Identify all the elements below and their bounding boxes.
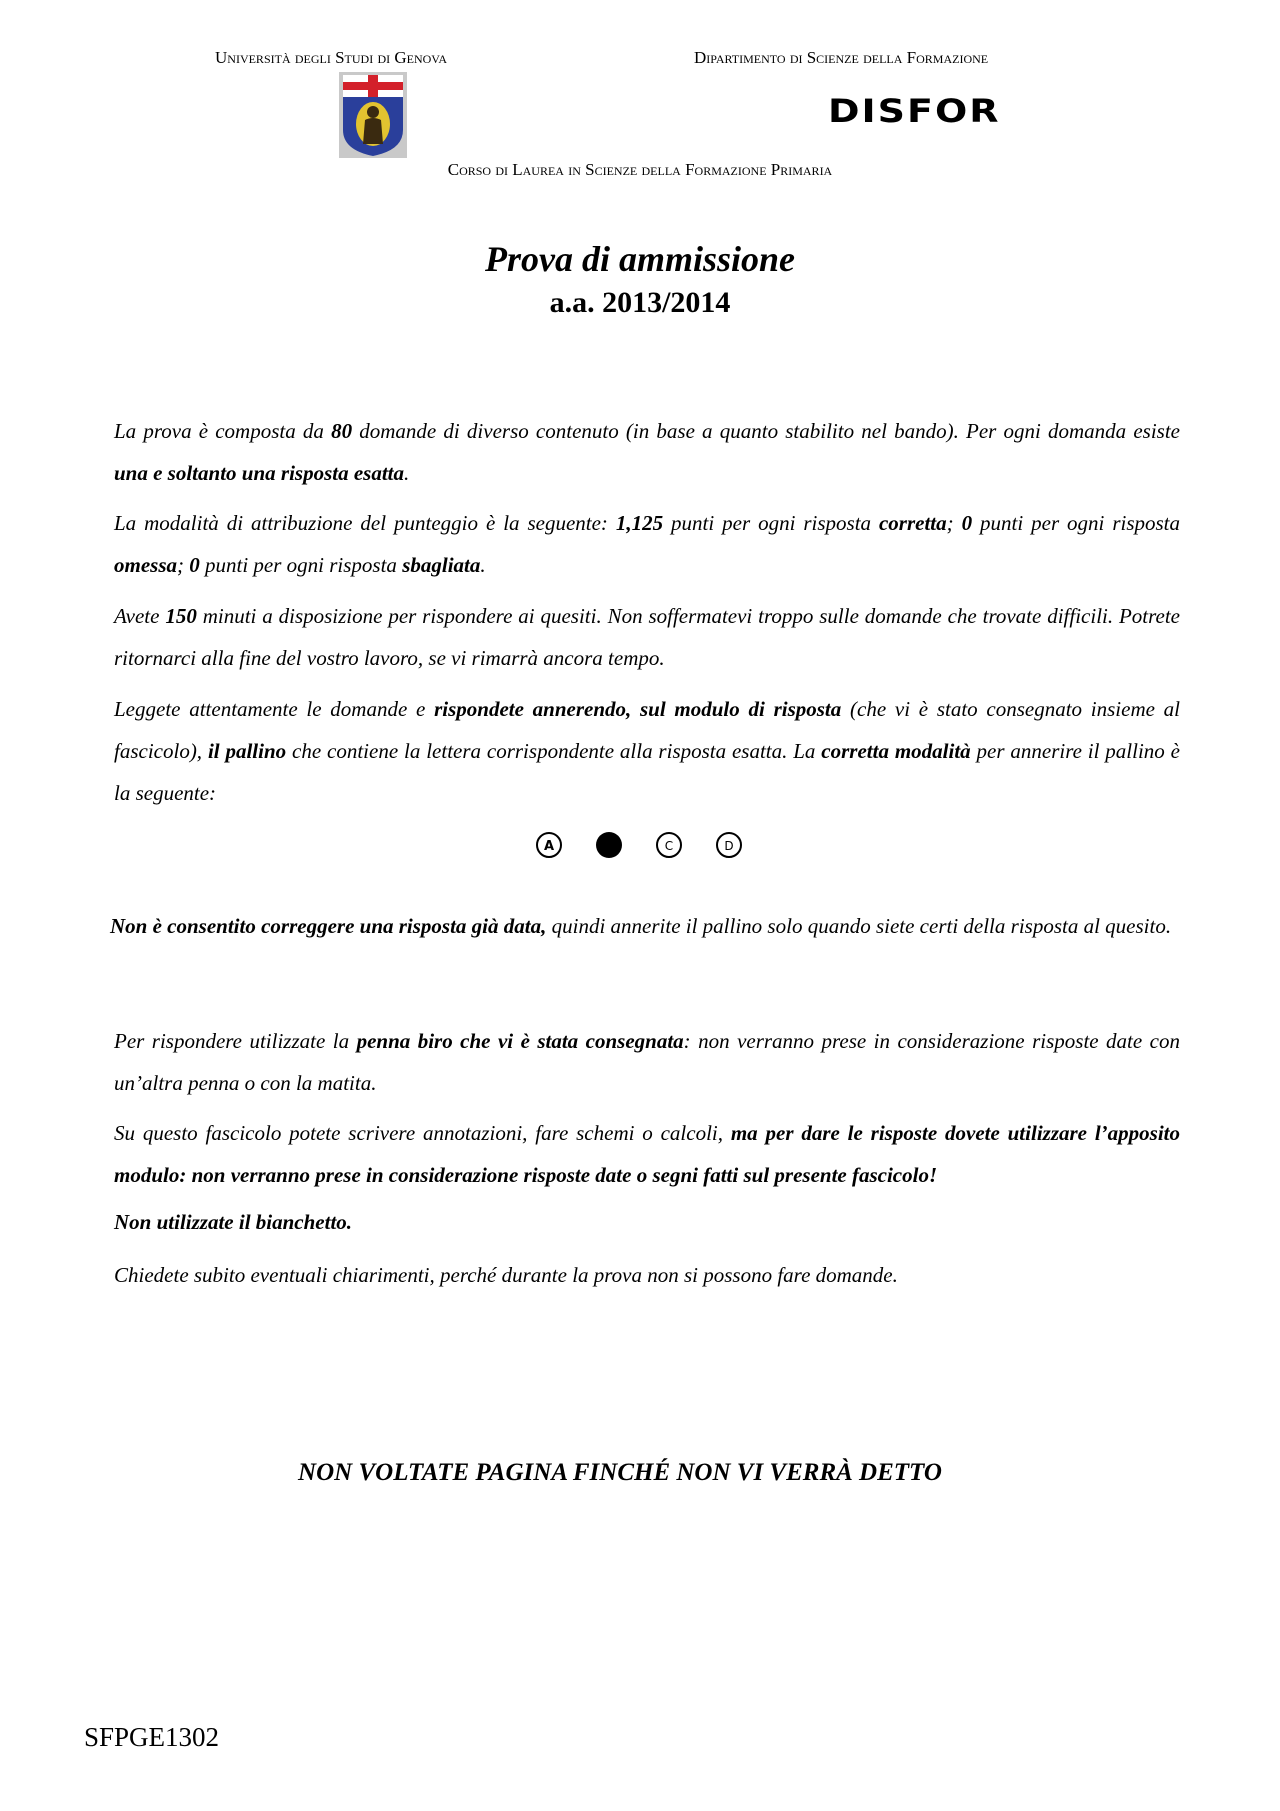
svg-text:A: A (543, 839, 555, 854)
university-name: Università degli Studi di Genova (215, 48, 448, 67)
crest-shield-icon (339, 72, 407, 158)
document-code: SFPGE1302 (84, 1722, 220, 1752)
department-name: Dipartimento di Scienze della Formazione (694, 48, 989, 67)
svg-text:D: D (724, 839, 734, 853)
svg-text:C: C (664, 839, 674, 853)
paragraph-no-correction: Non è consentito correggere una risposta già data, quindi annerite il pallino solo quando siete certi della risposta al quesito. (110, 914, 1172, 938)
paragraph-whiteout: Non utilizzate il bianchetto. (114, 1210, 353, 1234)
do-not-turn-notice: NON VOLTATE PAGINA FINCHÉ NON VI VERRÀ DETTO (298, 1459, 942, 1486)
paragraph-instructions: Leggete attentamente le domande e rispondete annerendo, sul modulo di risposta (che vi è stato consegnato insieme al fascicolo), il pallino che contiene la lettera corrispondente alla risposta esatta. La corretta modalità per annerire il pallino è la seguente: (114, 697, 1180, 805)
paragraph-scoring: La modalità di attribuzione del punteggio è la seguente: 1,125 punti per ogni risposta corretta; 0 punti per ogni risposta omessa; 0 punti per ogni risposta sbagliata. (114, 511, 1181, 577)
university-crest (339, 72, 407, 158)
bubble-d (717, 833, 741, 857)
paragraph-questions-ask: Chiedete subito eventuali chiarimenti, perché durante la prova non si possono fare domande. (114, 1263, 898, 1287)
bubble-b-filled (596, 832, 622, 858)
svg-text:DISFOR: DISFOR (828, 92, 1001, 131)
paragraph-questions: La prova è composta da 80 domande di diverso contenuto (in base a quanto stabilito nel bando). Per ogni domanda esiste una e soltanto una risposta esatta. (114, 419, 1180, 485)
disfor-logo (828, 92, 1001, 136)
academic-year: a.a. 2013/2014 (549, 286, 731, 319)
disfor-logo-mark (828, 92, 1001, 131)
page-title: Prova di ammissione (484, 239, 795, 279)
course-name: Corso di Laurea in Scienze della Formazione Primaria (447, 160, 833, 179)
paragraph-time: Avete 150 minuti a disposizione per rispondere ai quesiti. Non soffermatevi troppo sulle domande che trovate difficili. Potrete ritornarci alla fine del vostro lavoro, se vi rimarrà ancora tempo. (114, 604, 1181, 670)
paragraph-notes: Su questo fascicolo potete scrivere annotazioni, fare schemi o calcoli, ma per dare le risposte dovete utilizzare l’apposito modulo: non verranno prese in considerazione risposte date o segni fatti sul presente fascicolo! (114, 1121, 1180, 1187)
bubble-a (537, 833, 561, 857)
bubble-c (657, 833, 681, 857)
paragraph-pen: Per rispondere utilizzate la penna biro che vi è stata consegnata: non verranno prese in considerazione risposte date con un’altra penna o con la matita. (114, 1029, 1180, 1095)
answer-bubble-example (526, 830, 746, 860)
